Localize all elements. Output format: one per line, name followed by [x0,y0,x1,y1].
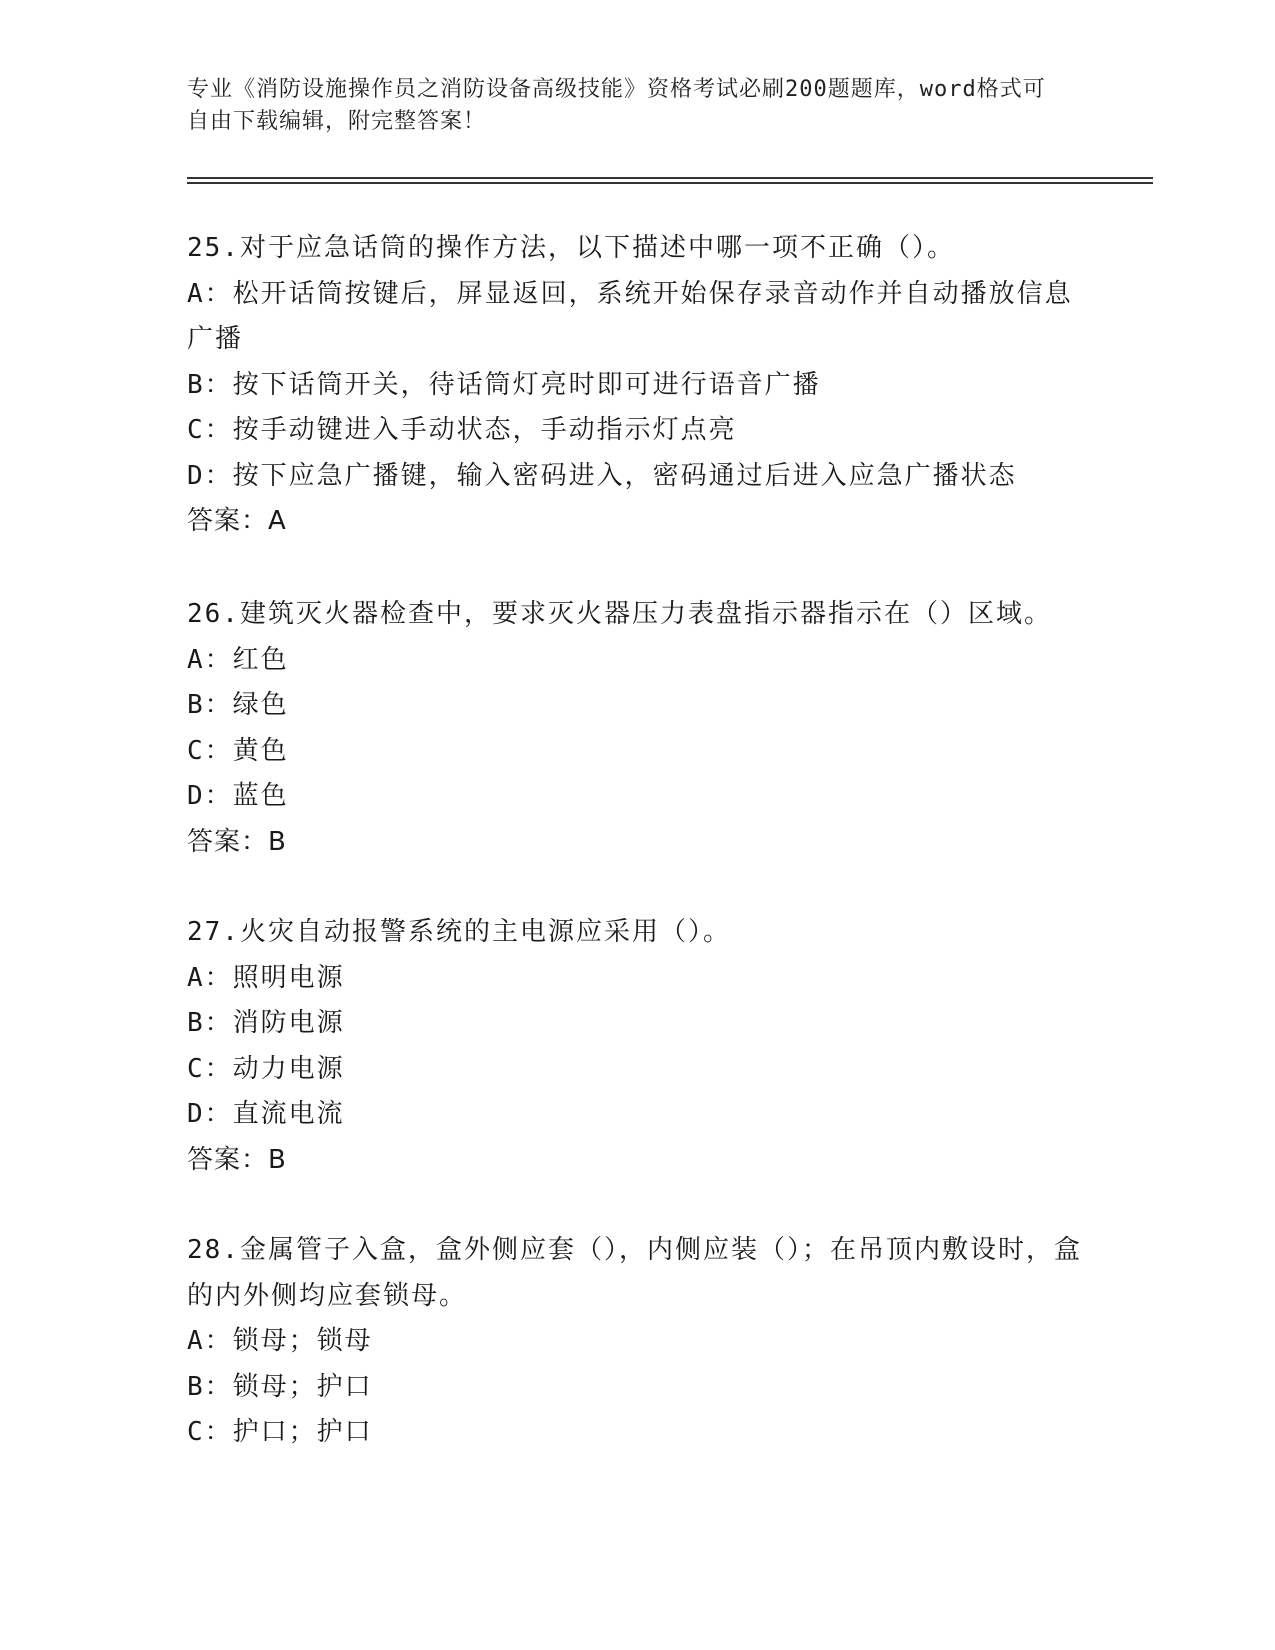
option-a: A：松开话筒按键后，屏显返回，系统开始保存录音动作并自动播放信息广播 [187,278,1073,354]
question-stem: 26.建筑灭火器检查中，要求灭火器压力表盘指示器指示在（）区域。 [187,599,1052,629]
question-stem: 28.金属管子入盒，盒外侧应套（），内侧应装（）；在吊顶内敷设时，盒的内外侧均应套锁母。 [187,1235,1082,1311]
header-divider-top [187,177,1153,179]
option-d: D：蓝色 [187,781,289,811]
question-stem: 27.火灾自动报警系统的主电源应采用（）。 [187,917,731,947]
option-c: C：按手动键进入手动状态，手动指示灯点亮 [187,415,737,445]
option-a: A：锁母；锁母 [187,1326,373,1356]
option-d: D：按下应急广播键，输入密码进入，密码通过后进入应急广播状态 [187,460,1017,491]
option-a: A：照明电源 [187,962,345,993]
option-b: B：消防电源 [187,1008,345,1038]
option-b: B：按下话筒开关，待话筒灯亮时即可进行语音广播 [187,369,821,400]
document-header [187,74,1067,138]
option-c: C：护口；护口 [187,1417,373,1447]
question-28 [187,1228,1087,1456]
option-b: B：锁母；护口 [187,1371,373,1402]
header-text: 专业《消防设施操作员之消防设备高级技能》资格考试必刷200题题库，word格式可自由下载编辑，附完整答案！ [187,77,1046,134]
question-27 [187,910,1087,1183]
option-b: B：绿色 [187,690,289,720]
option-d: D：直流电流 [187,1099,345,1129]
question-stem: 25.对于应急话筒的操作方法，以下描述中哪一项不正确（）。 [187,233,955,263]
answer-label: 答案：B [187,1144,287,1175]
question-26 [187,592,1087,865]
header-divider-bottom [187,182,1153,184]
question-25 [187,226,1087,545]
option-a: A：红色 [187,644,289,675]
option-c: C：动力电源 [187,1053,345,1084]
answer-label: 答案：A [187,506,287,536]
option-c: C：黄色 [187,735,289,766]
answer-label: 答案：B [187,826,287,857]
